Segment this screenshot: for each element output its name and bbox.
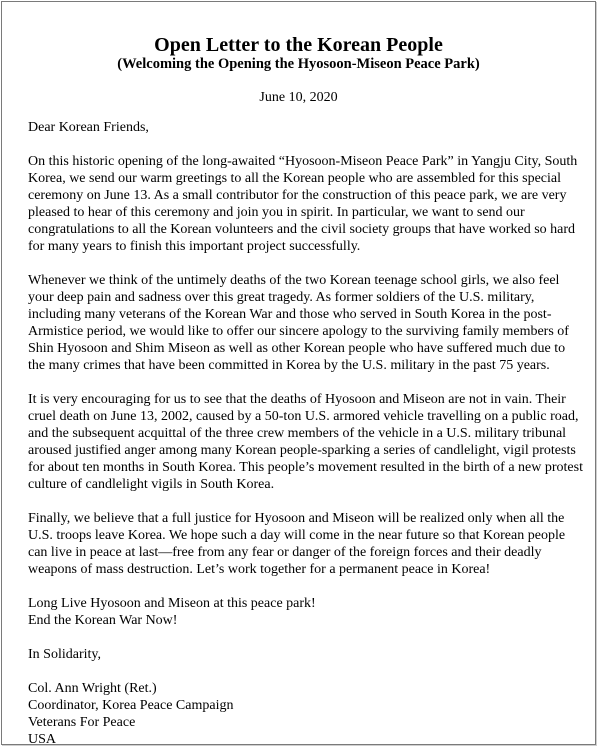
- slogan-line: End the Korean War Now!: [28, 613, 178, 628]
- paragraph-movement: It is very encouraging for us to see that the deaths of Hyosoon and Miseon are not in vain. Their cruel death on June 13, 2002, caused by a 50-ton U.S. armored vehicle travelling on a public road, and the subsequent acquittal of the three crew members of the vehicle in a U.S. military tribunal aroused justified anger among many Korean people-sparking a series of candlelight, vigil protests for about ten months in South Korea. This people’s movement resulted in the birth of a new protest culture of candlelight vigils in South Korea.: [28, 392, 583, 492]
- closing: In Solidarity,: [28, 647, 101, 662]
- letter-subtitle: (Welcoming the Opening the Hyosoon-Miseon Peace Park): [117, 56, 480, 72]
- paragraph-opening: On this historic opening of the long-awaited “Hyosoon-Miseon Peace Park” in Yangju City, South Korea, we send our warm greetings to all the Korean people who are assembled for this special ceremony on June 13. As a small contributor for the construction of this peace park, we are very pleased to hear of this ceremony and join you in spirit. In particular, we want to send our congratulations to all the Korean volunteers and the civil society groups that have worked so hard for many years to finish this important project successfully.: [28, 154, 578, 254]
- slogan-line: Long Live Hyosoon and Miseon at this peace park!: [28, 596, 316, 611]
- letter-page: [1, 1, 596, 745]
- signer-country: USA: [28, 732, 57, 745]
- signer-role: Coordinator, Korea Peace Campaign: [28, 698, 234, 713]
- signer-name: Col. Ann Wright (Ret.): [28, 681, 157, 696]
- salutation: Dear Korean Friends,: [28, 120, 149, 135]
- letter-date: June 10, 2020: [259, 90, 338, 105]
- paragraph-apology: Whenever we think of the untimely deaths of the two Korean teenage school girls, we also feel your deep pain and sadness over this great tragedy. As former soldiers of the U.S. military, including many veterans of the Korean War and those who served in South Korea in the post-Armistice period, we would like to offer our sincere apology to the surviving family members of Shin Hyosoon and Shim Miseon as well as other Korean people who have suffered much due to the many crimes that have been committed in Korea by the U.S. military in the past 75 years.: [28, 273, 569, 373]
- slogans: [28, 595, 585, 629]
- letter-title: Open Letter to the Korean People: [154, 34, 443, 56]
- signature-block: [28, 680, 585, 745]
- paragraph-justice: Finally, we believe that a full justice for Hyosoon and Miseon will be realized only when all the U.S. troops leave Korea. We hope such a day will come in the near future so that Korean people can live in peace at last—free from any fear or danger of the foreign forces and their deadly weapons of mass destruction. Let’s work together for a permanent peace in Korea!: [28, 511, 566, 577]
- signer-organization: Veterans For Peace: [28, 715, 136, 730]
- letter-body: [28, 119, 585, 745]
